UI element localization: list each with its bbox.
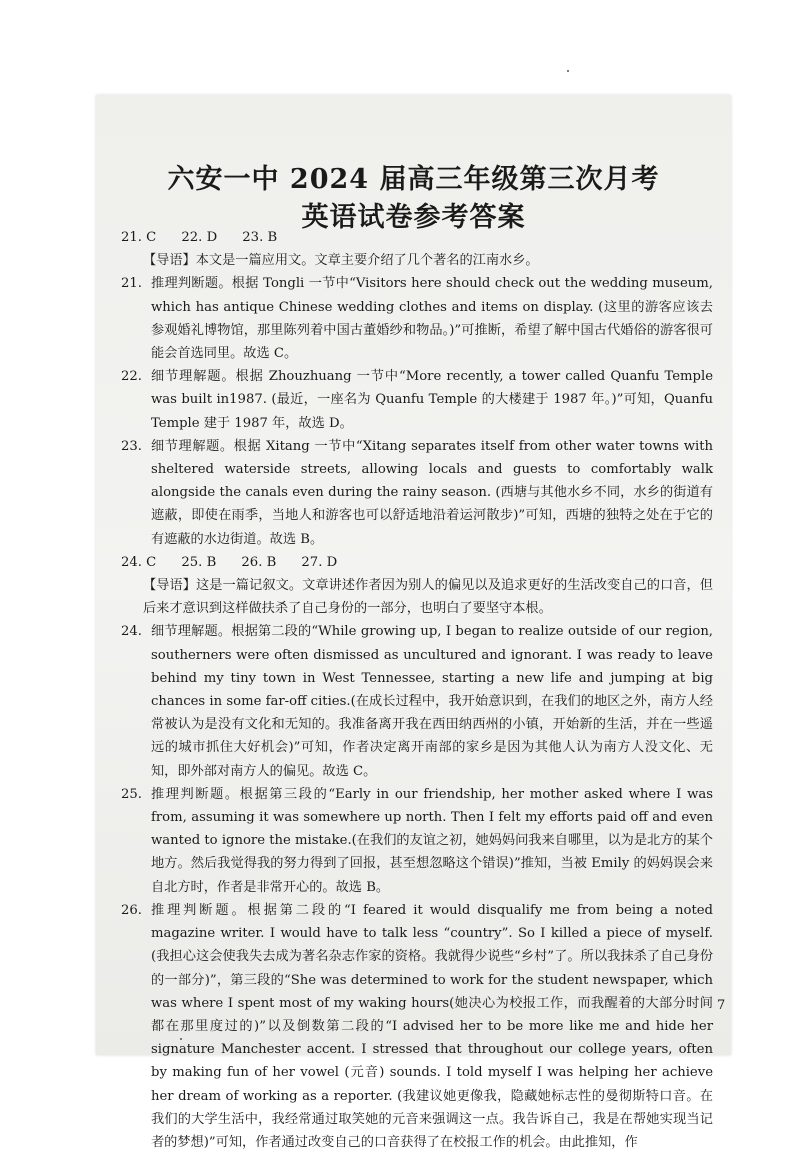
explanation-21	[121, 272, 713, 365]
dust-speck	[180, 1038, 182, 1040]
explanation-25	[121, 783, 713, 899]
question-number: 24.	[121, 624, 142, 640]
passage-guide-2: 【导语】这是一篇记叙文。文章讲述作者因为别人的偏见以及追求更好的生活改变自己的口音，但后来才意识到这样做扶杀了自己身份的一部分，也明白了要坚守本根。	[143, 578, 713, 617]
explanation-text: 推理判断题。根据第三段的“Early in our friendship, her mother asked where I was from, assuming it was somewhere up north. Then I felt my efforts paid off and even wanted to ignore the mistake.(在我们的友谊之初，她妈妈问我来自哪里，以为是北方的某个地方。然后我觉得我的努力得到了回报，甚至想忽略这个错误)”推知，当被 Emily 的妈妈误会来自北方时，作者是非常开心的。故选 B。	[151, 786, 713, 895]
explanation-23	[121, 435, 713, 551]
answer-key-line-1: 21. C 22. D 23. B	[121, 230, 278, 245]
page-title: 六安一中 2024 届高三年级第三次月考	[167, 164, 660, 195]
dust-speck	[567, 70, 569, 72]
question-number: 22.	[121, 369, 142, 385]
question-number: 26.	[121, 902, 142, 918]
explanation-26	[121, 899, 713, 1154]
explanation-text: 推理判断题。根据第二段的“I feared it would disqualify me from being a noted magazine writer. I would have to talk less “country”. So I killed a piece of myself. (我担心这会使我失去成为著名杂志作家的资格。我就得少说些“乡村”了。所以我抹杀了自己身份的一部分)”，第三段的“She was determined to work for the student newspaper, which was where I spent most of my waking hours(她决心为校报工作，而我醒着的大部分时间都在那里度过的)”以及倒数第二段的“I advised her to be more like me and hide her signature Manchester accent. I stressed that throughout our college years, often by making fun of her vowel (元音) sounds. I told myself I was helping her achieve her dream of working as a reporter. (我建议她更像我，隐藏她标志性的曼彻斯特口音。在我们的大学生活中，我经常通过取笑她的元音来强调这一点。我告诉自己，我是在帮她实现当记者的梦想)”可知，作者通过改变自己的口音获得了在校报工作的机会。由此推知，作	[151, 902, 713, 1150]
page-subtitle: 英语试卷参考答案	[301, 202, 526, 233]
explanation-text: 细节理解题。根据 Zhouzhuang 一节中“More recently, a tower called Quanfu Temple was built in1987. (最近，一座名为 Quanfu Temple 的大楼建于 1987 年。)”可知，Quanfu Temple 建于 1987 年，故选 D。	[151, 369, 713, 431]
answer-key-line-2: 24. C 25. B 26. B 27. D	[121, 554, 338, 570]
answer-content	[121, 226, 713, 1154]
explanation-text: 细节理解题。根据 Xitang 一节中“Xitang separates itself from other water towns with sheltered waterside streets, allowing locals and guests to comfortably walk alongside the canals even during the rainy season. (西塘与其他水乡不同，水乡的街道有遮蔽，即使在雨季，当地人和游客也可以舒适地沿着运河散步)”可知，西塘的独特之处在于它的有遮蔽的水边街道。故选 B。	[151, 438, 713, 547]
explanation-text: 细节理解题。根据第二段的“While growing up, I began to realize outside of our region, southerners were often dismissed as uncultured and ignorant. I was ready to leave behind my tiny town in West Tennessee, starting a new life and jumping at big chances in some far-off cities.(在成长过程中，我开始意识到，在我们的地区之外，南方人经常被认为是没有文化和无知的。我准备离开我在西田纳西州的小镇，开始新的生活，并在一些遥远的城市抓住大好机会)”可知，作者决定离开南部的家乡是因为其他人认为南方人没文化、无知，即外部对南方人的偏见。故选 C。	[151, 624, 713, 779]
explanation-22	[121, 365, 713, 435]
question-number: 25.	[121, 786, 142, 802]
question-number: 23.	[121, 438, 142, 454]
answer-sheet-page	[96, 95, 731, 1150]
page-number: 7	[717, 998, 726, 1013]
passage-guide-1: 【导语】本文是一篇应用文。文章主要介绍了几个著名的江南水乡。	[143, 253, 539, 269]
question-number: 21.	[121, 276, 142, 292]
explanation-text: 推理判断题。根据 Tongli 一节中“Visitors here should check out the wedding museum, which has antique Chinese wedding clothes and items on display. (这里的游客应该去参观婚礼博物馆，那里陈列着中国古董婚纱和物品。)”可推断，希望了解中国古代婚俗的游客很可能会首选同里。故选 C。	[151, 276, 713, 362]
explanation-24	[121, 620, 713, 782]
